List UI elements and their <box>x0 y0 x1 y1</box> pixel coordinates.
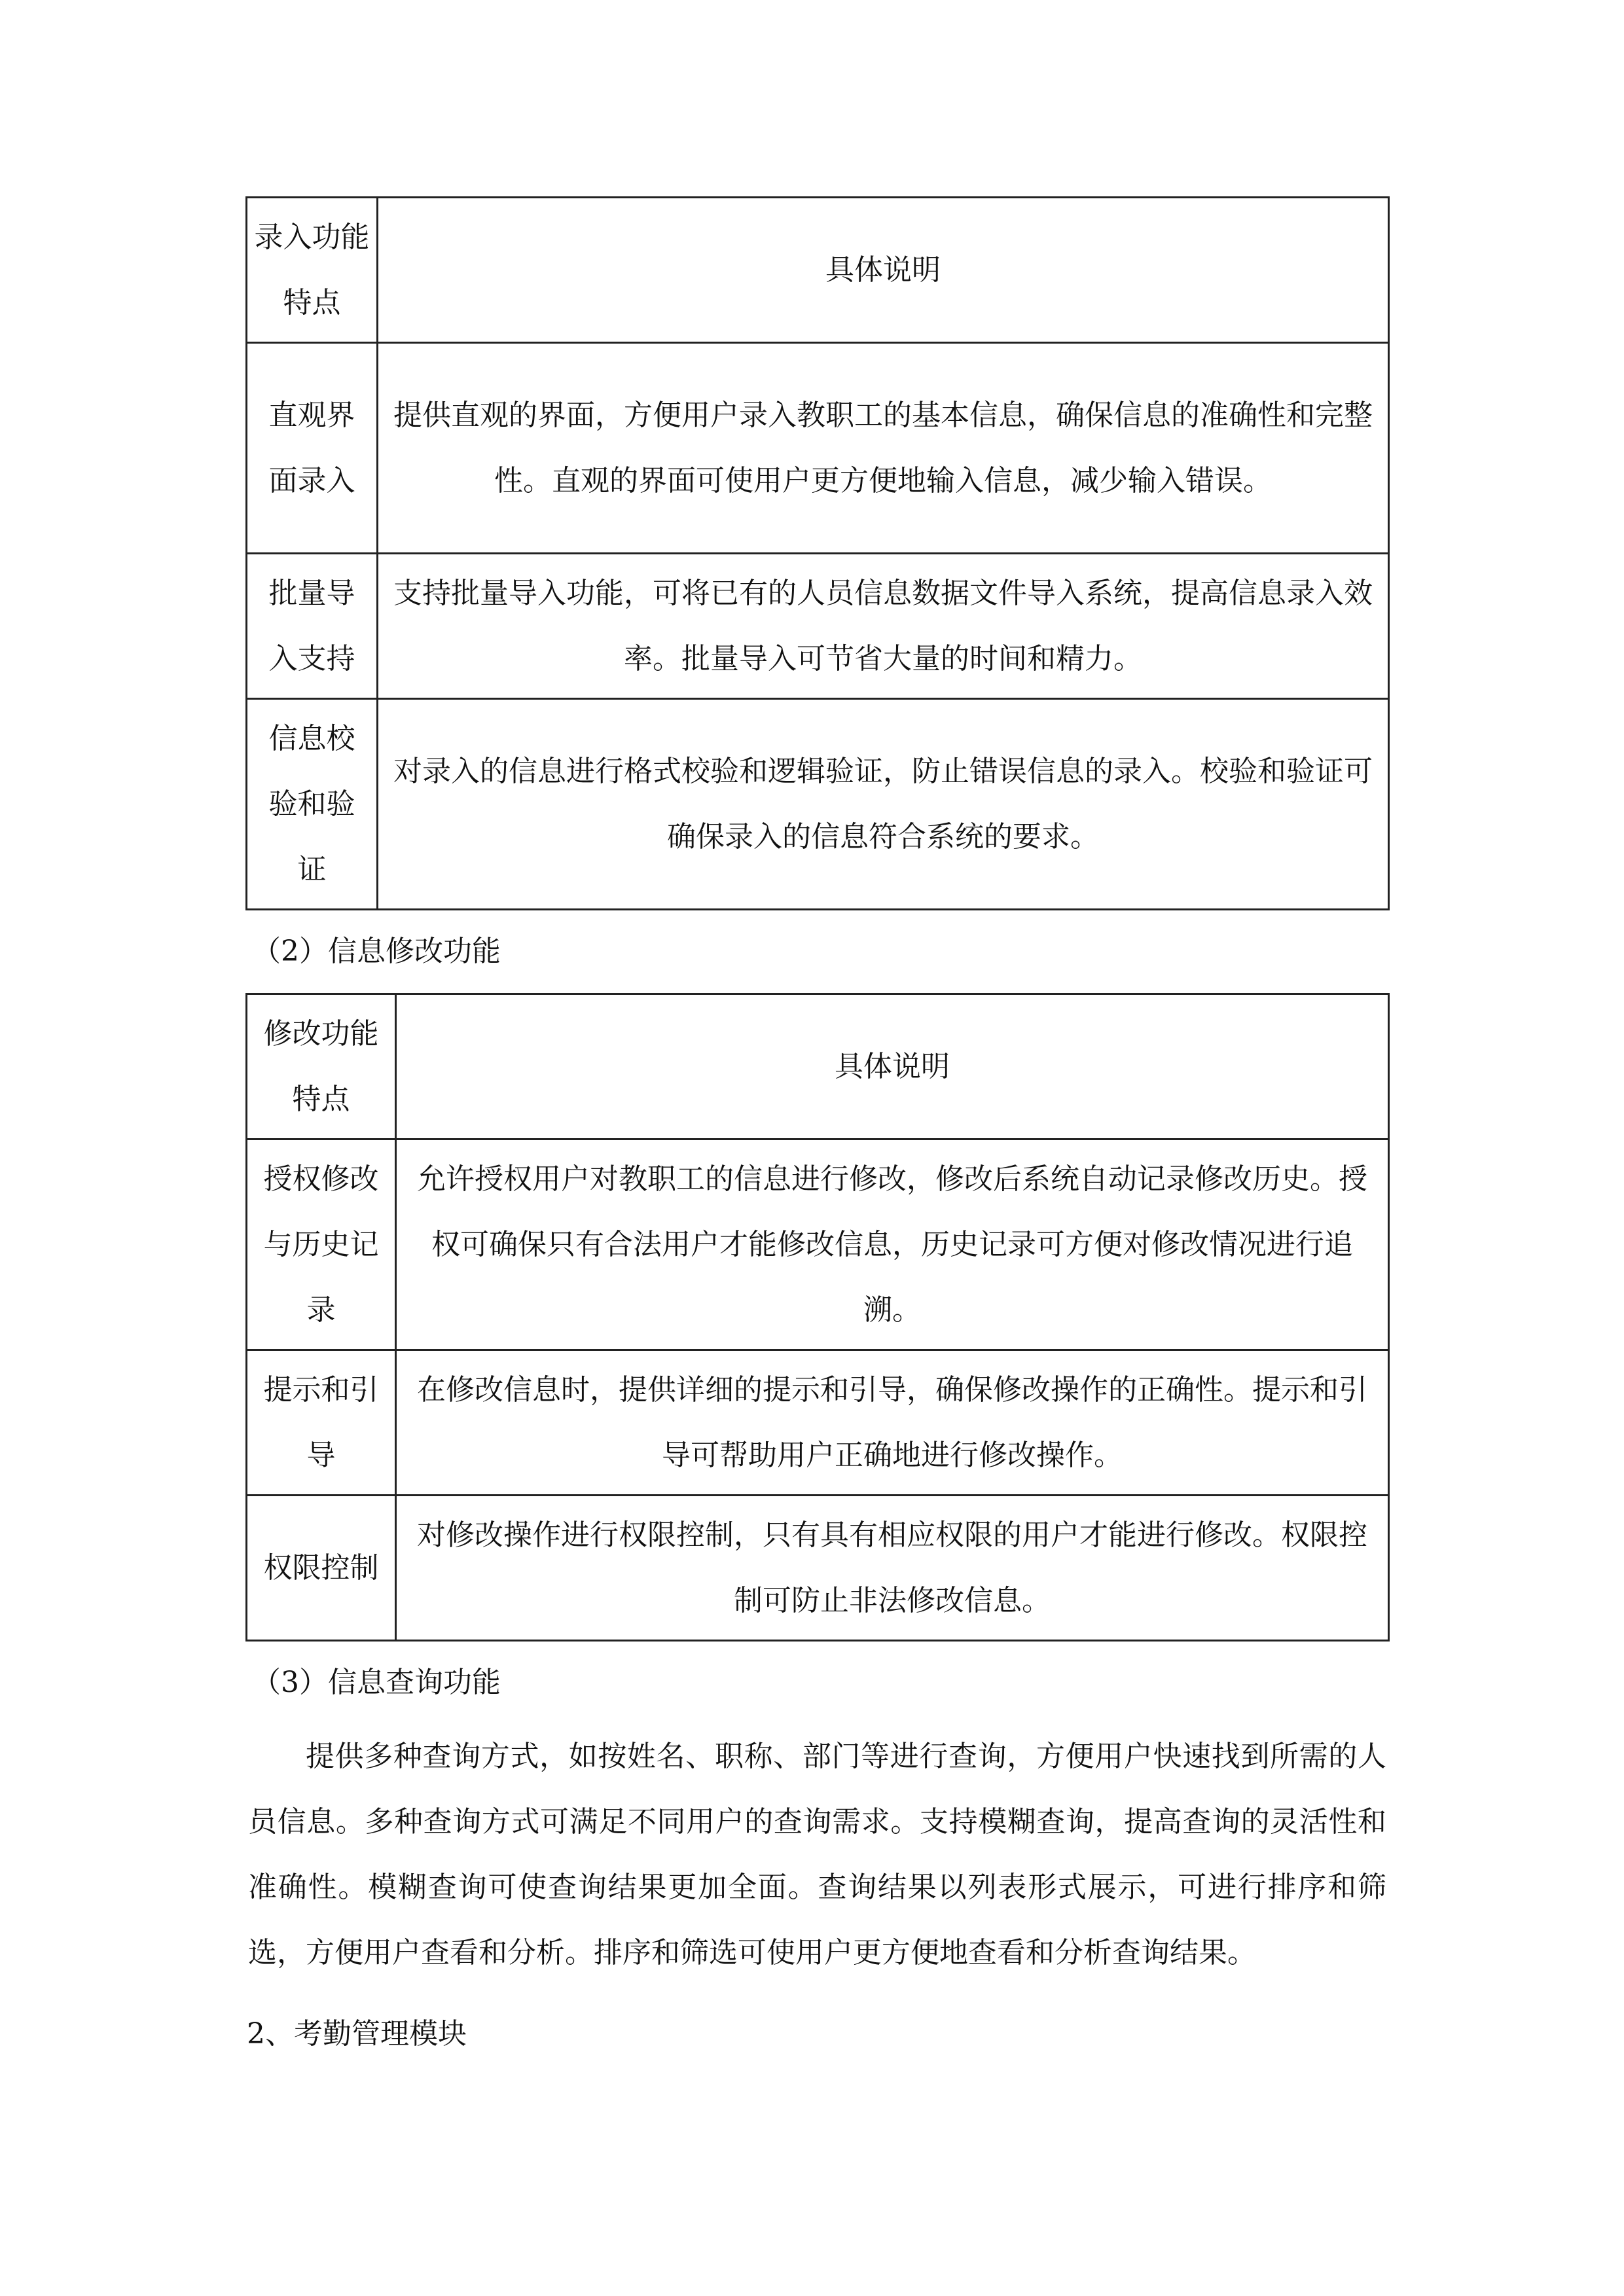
table-row <box>247 554 1389 699</box>
table-row <box>247 1496 1389 1641</box>
document-page <box>245 196 1388 2073</box>
feature-cell: 信息校验和验证 <box>247 699 378 910</box>
table-row <box>247 699 1389 910</box>
feature-cell: 提示和引导 <box>247 1350 396 1496</box>
feature-cell: 权限控制 <box>247 1496 396 1641</box>
entry-features-table <box>245 196 1390 910</box>
modify-features-table <box>245 993 1390 1641</box>
description-cell: 对修改操作进行权限控制，只有具有相应权限的用户才能进行修改。权限控制可防止非法修改信息。 <box>396 1496 1389 1641</box>
header-feature-cell: 录入功能特点 <box>247 198 378 343</box>
table-header-row <box>247 198 1389 343</box>
section-title-modify: （2）信息修改功能 <box>252 935 501 968</box>
table-row <box>247 1350 1389 1496</box>
feature-cell: 批量导入支持 <box>247 554 378 699</box>
description-cell: 允许授权用户对教职工的信息进行修改，修改后系统自动记录修改历史。授权可确保只有合法用户才能修改信息，历史记录可方便对修改情况进行追溯。 <box>396 1139 1389 1350</box>
feature-cell: 授权修改与历史记录 <box>247 1139 396 1350</box>
table-row <box>247 1139 1389 1350</box>
description-cell: 对录入的信息进行格式校验和逻辑验证，防止错误信息的录入。校验和验证可确保录入的信息符合系统的要求。 <box>378 699 1389 910</box>
description-cell: 在修改信息时，提供详细的提示和引导，确保修改操作的正确性。提示和引导可帮助用户正确地进行修改操作。 <box>396 1350 1389 1496</box>
table-header-row <box>247 994 1389 1139</box>
table-row <box>247 343 1389 554</box>
description-cell: 支持批量导入功能，可将已有的人员信息数据文件导入系统，提高信息录入效率。批量导入可节省大量的时间和精力。 <box>378 554 1389 699</box>
section-title-query: （3）信息查询功能 <box>252 1666 501 1699</box>
feature-cell: 直观界面录入 <box>247 343 378 554</box>
description-cell: 提供直观的界面，方便用户录入教职工的基本信息，确保信息的准确性和完整性。直观的界面可使用户更方便地输入信息，减少输入错误。 <box>378 343 1389 554</box>
header-description-cell: 具体说明 <box>396 994 1389 1139</box>
header-description-cell: 具体说明 <box>378 198 1389 343</box>
module-heading-attendance: 2、考勤管理模块 <box>247 2017 467 2051</box>
header-feature-cell: 修改功能特点 <box>247 994 396 1139</box>
query-description-paragraph: 提供多种查询方式，如按姓名、职称、部门等进行查询，方便用户快速找到所需的人员信息。多种查询方式可满足不同用户的查询需求。支持模糊查询，提高查询的灵活性和准确性。模糊查询可使查询结果更加全面。查询结果以列表形式展示，可进行排序和筛选，方便用户查看和分析。排序和筛选可使用户更方便地查看和分析查询结果。 <box>248 1740 1386 1969</box>
